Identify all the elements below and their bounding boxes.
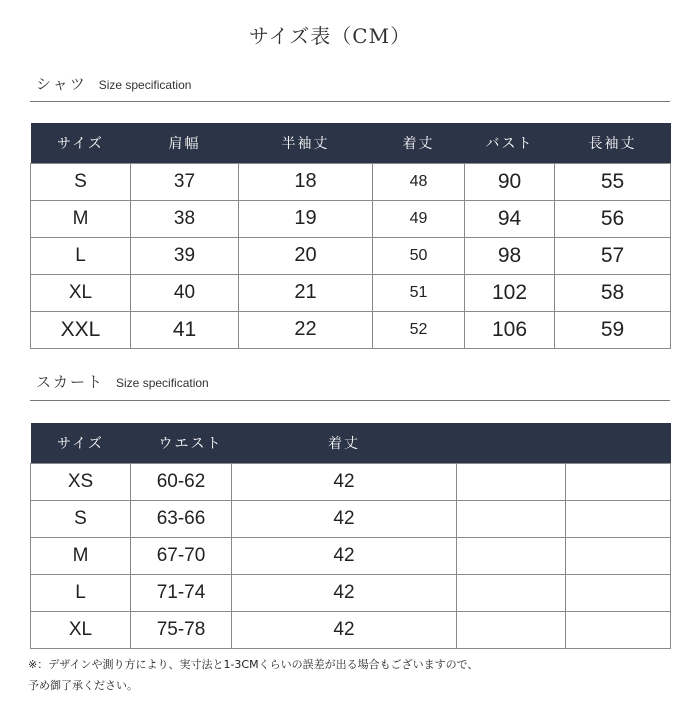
table-row: [31, 574, 671, 611]
skirt-label-en: Size specification: [116, 376, 209, 390]
table-cell: [457, 611, 566, 648]
table-cell: 37: [131, 163, 239, 200]
table-cell: 56: [555, 200, 671, 237]
table-cell: S: [31, 500, 131, 537]
table-cell: 42: [232, 463, 457, 500]
page-title: サイズ表（CM）: [248, 24, 412, 48]
skirt-section-heading: [36, 371, 209, 395]
shirt-header-short-sleeve: 半袖丈: [239, 123, 373, 163]
table-row: [31, 500, 671, 537]
table-cell: 22: [239, 311, 373, 348]
skirt-label: スカート: [36, 373, 105, 391]
table-cell: L: [31, 237, 131, 274]
table-cell: 71-74: [131, 574, 232, 611]
skirt-header-empty: [566, 423, 671, 463]
skirt-divider: [30, 400, 670, 401]
table-cell: 39: [131, 237, 239, 274]
table-cell: 19: [239, 200, 373, 237]
table-cell: 21: [239, 274, 373, 311]
shirt-header-row: [31, 123, 671, 163]
table-cell: 50: [373, 237, 465, 274]
table-cell: L: [31, 574, 131, 611]
table-cell: [457, 500, 566, 537]
shirt-divider: [30, 101, 670, 102]
table-cell: 98: [465, 237, 555, 274]
table-cell: 52: [373, 311, 465, 348]
table-cell: XL: [31, 274, 131, 311]
shirt-size-table: [30, 123, 671, 349]
table-cell: 55: [555, 163, 671, 200]
table-cell: [457, 537, 566, 574]
table-row: [31, 463, 671, 500]
table-cell: 60-62: [131, 463, 232, 500]
table-cell: 102: [465, 274, 555, 311]
shirt-header-size: サイズ: [31, 123, 131, 163]
table-cell: 48: [373, 163, 465, 200]
table-cell: [566, 611, 671, 648]
table-cell: [457, 463, 566, 500]
table-row: [31, 200, 671, 237]
table-row: [31, 163, 671, 200]
table-cell: S: [31, 163, 131, 200]
shirt-label-en: Size specification: [98, 78, 192, 92]
table-cell: 59: [555, 311, 671, 348]
table-cell: 106: [465, 311, 555, 348]
shirt-header-shoulder: 肩幅: [131, 123, 239, 163]
table-cell: [566, 500, 671, 537]
skirt-size-table: [30, 423, 671, 649]
table-cell: XL: [31, 611, 131, 648]
table-cell: 51: [373, 274, 465, 311]
table-cell: [457, 574, 566, 611]
disclaimer-line-2: 予め御了承ください。: [28, 679, 138, 692]
table-cell: 42: [232, 611, 457, 648]
table-cell: 42: [232, 537, 457, 574]
table-row: [31, 311, 671, 348]
table-row: [31, 537, 671, 574]
shirt-header-bust: バスト: [465, 123, 555, 163]
skirt-header-size: サイズ: [31, 423, 131, 463]
table-cell: 58: [555, 274, 671, 311]
table-cell: 38: [131, 200, 239, 237]
table-cell: 67-70: [131, 537, 232, 574]
skirt-header-length: 着丈: [232, 423, 457, 463]
disclaimer-line-1: ※：デザインや測り方により、実寸法と1-3CMくらいの誤差が出る場合もございますので、: [28, 658, 479, 671]
shirt-header-long-sleeve: 長袖丈: [555, 123, 671, 163]
table-cell: XS: [31, 463, 131, 500]
disclaimer-note: [28, 654, 668, 696]
skirt-header-row: [31, 423, 671, 463]
skirt-header-waist: ウエスト: [131, 423, 232, 463]
table-cell: [566, 463, 671, 500]
table-cell: 63-66: [131, 500, 232, 537]
shirt-section-heading: [36, 73, 191, 97]
shirt-label: シャツ: [36, 75, 87, 93]
table-cell: 90: [465, 163, 555, 200]
shirt-header-length: 着丈: [373, 123, 465, 163]
table-row: [31, 611, 671, 648]
table-cell: 94: [465, 200, 555, 237]
table-cell: 57: [555, 237, 671, 274]
table-cell: 42: [232, 574, 457, 611]
table-cell: [566, 574, 671, 611]
table-cell: 20: [239, 237, 373, 274]
skirt-header-empty: [457, 423, 566, 463]
table-cell: M: [31, 537, 131, 574]
table-cell: 42: [232, 500, 457, 537]
table-cell: [566, 537, 671, 574]
table-cell: 75-78: [131, 611, 232, 648]
table-cell: 40: [131, 274, 239, 311]
table-cell: M: [31, 200, 131, 237]
table-cell: 49: [373, 200, 465, 237]
table-cell: XXL: [31, 311, 131, 348]
table-row: [31, 274, 671, 311]
table-cell: 41: [131, 311, 239, 348]
table-cell: 18: [239, 163, 373, 200]
table-row: [31, 237, 671, 274]
